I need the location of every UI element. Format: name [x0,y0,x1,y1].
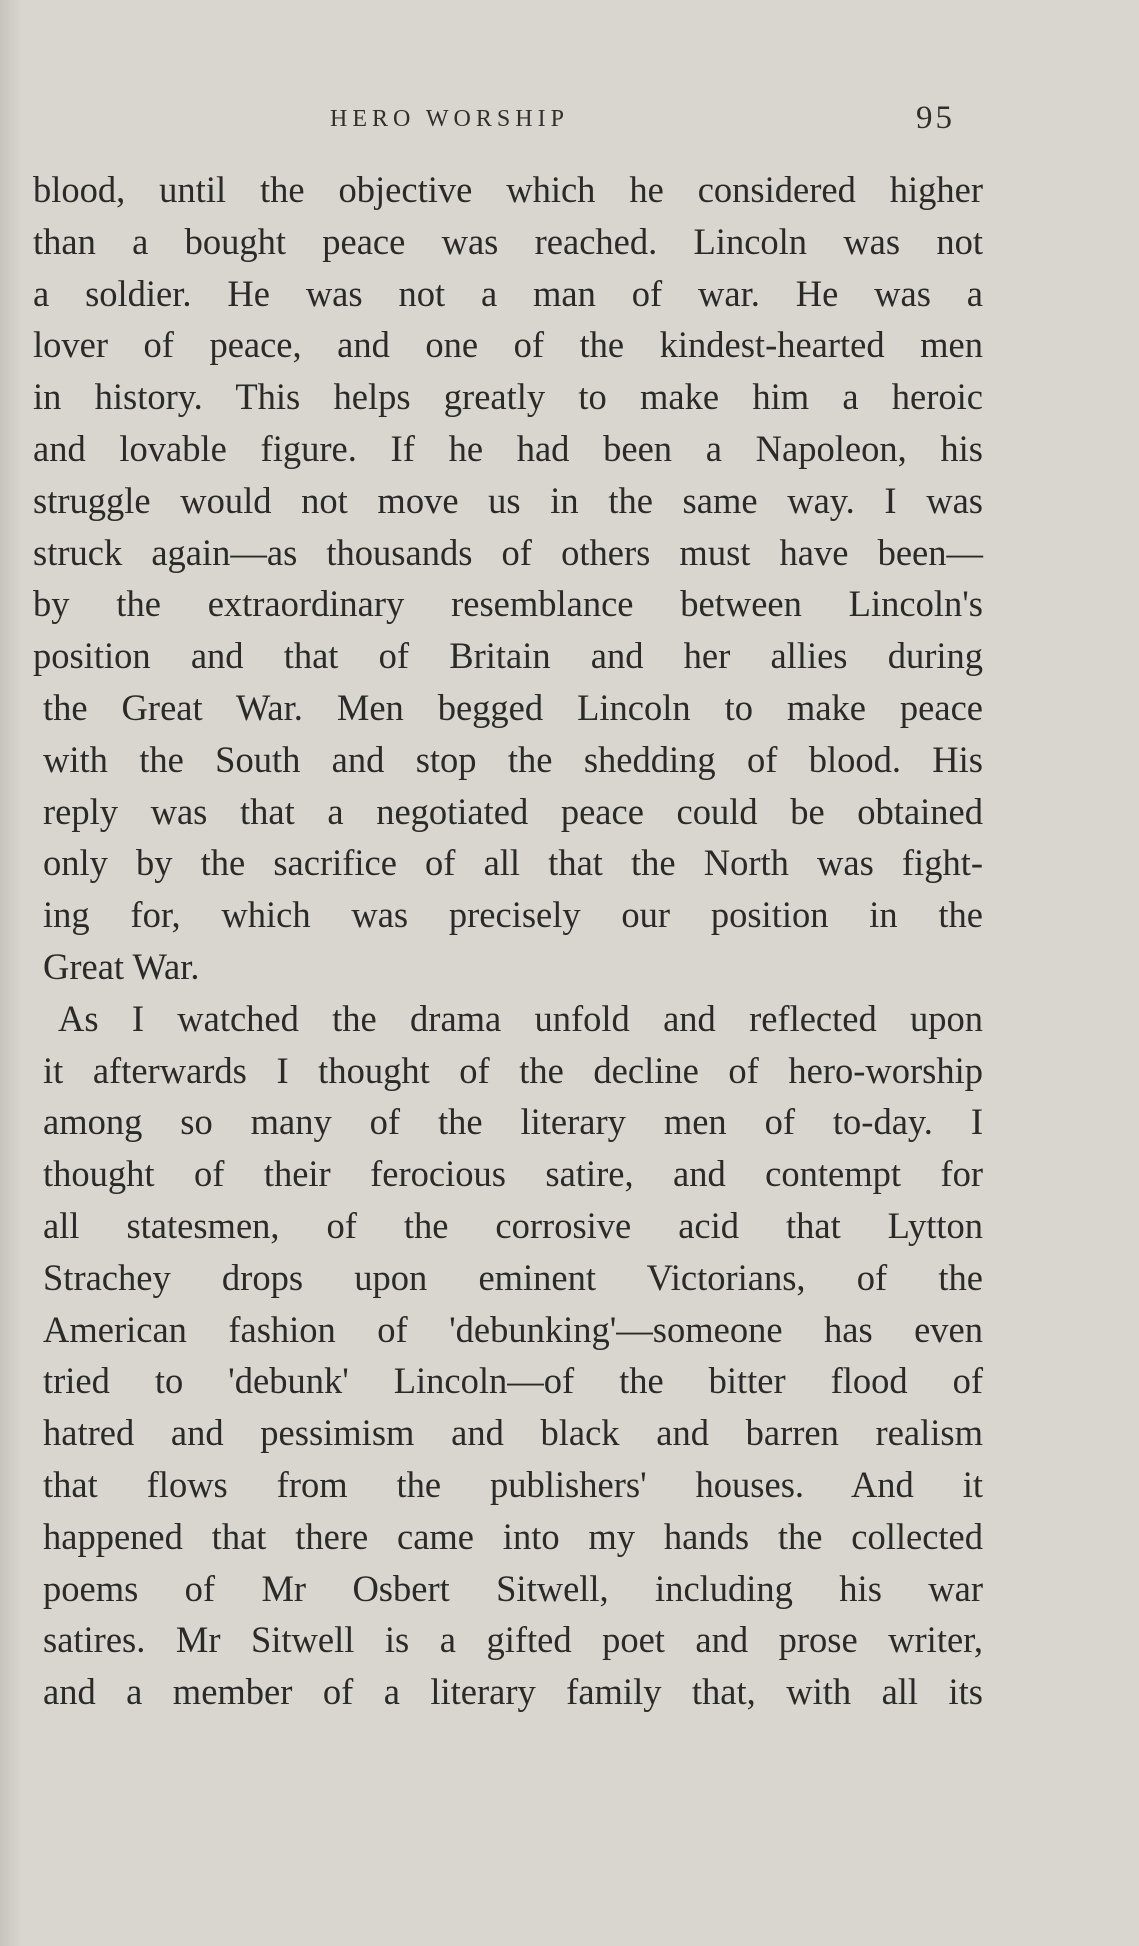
text-line: that flows from the publishers' houses. And it [43,1463,983,1505]
text-line: in history. This helps greatly to make him a heroic [33,376,983,418]
text-line: the Great War. Men begged Lincoln to make peace [43,686,983,728]
text-line: Great War. [43,945,200,987]
text-line: a soldier. He was not a man of war. He was a [33,272,983,314]
text-line: tried to 'debunk' Lincoln—of the bitter flood of [43,1360,983,1402]
text-line: and a member of a literary family that, with all its [43,1671,983,1713]
text-line: lover of peace, and one of the kindest-hearted men [33,324,983,366]
text-line: with the South and stop the shedding of blood. His [43,738,983,780]
text-line: poems of Mr Osbert Sitwell, including his war [43,1567,983,1609]
running-head [0,100,1139,144]
text-line: all statesmen, of the corrosive acid that Lytton [43,1204,983,1246]
text-line: hatred and pessimism and black and barren realism [43,1412,983,1454]
body-text [33,164,983,1718]
text-line: American fashion of 'debunking'—someone has even [43,1308,983,1350]
text-line: ing for, which was precisely our position in the [43,894,983,936]
text-line: reply was that a negotiated peace could be obtained [43,790,983,832]
text-line: struggle would not move us in the same way. I was [33,479,983,521]
text-line: satires. Mr Sitwell is a gifted poet and prose writer, [43,1619,983,1661]
text-line: happened that there came into my hands the collected [43,1515,983,1557]
paragraph-first-line: As I watched the drama unfold and reflected upon [58,997,983,1039]
text-line: and lovable figure. If he had been a Napoleon, his [33,427,983,469]
text-line: struck again—as thousands of others must have been— [33,531,983,573]
text-line: only by the sacrifice of all that the North was fight- [43,842,983,884]
text-line: among so many of the literary men of to-day. I [43,1101,983,1143]
text-line: by the extraordinary resemblance between Lincoln's [33,583,983,625]
running-head-title: HERO WORSHIP [330,106,569,132]
text-line: position and that of Britain and her allies during [33,635,983,677]
page-gutter-shadow [0,0,22,1946]
text-line: thought of their ferocious satire, and contempt for [43,1153,983,1195]
text-line: Strachey drops upon eminent Victorians, of the [43,1256,983,1298]
page-number: 95 [916,100,955,136]
text-line: blood, until the objective which he considered higher [33,169,983,210]
text-line: than a bought peace was reached. Lincoln was not [33,220,983,262]
text-line: it afterwards I thought of the decline of hero-worship [43,1049,983,1091]
